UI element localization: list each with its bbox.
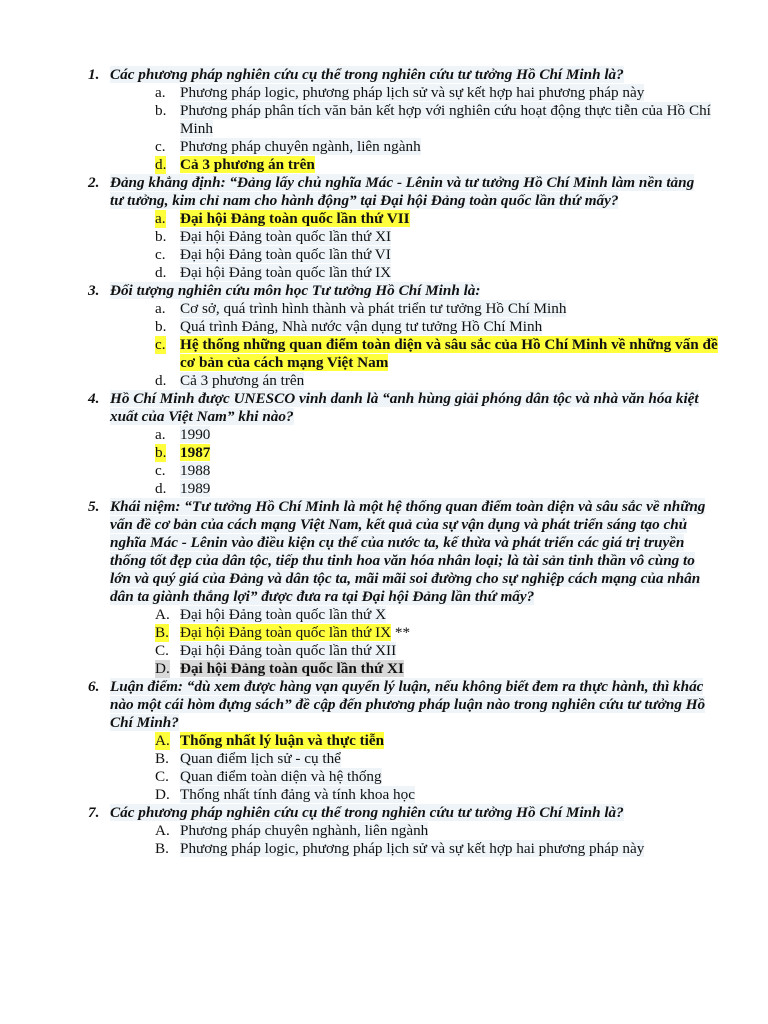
option — [155, 264, 720, 282]
option-text: Đại hội Đảng toàn quốc lần thứ IX — [180, 624, 392, 641]
question-5-options — [0, 606, 768, 678]
option-text: 1987 — [180, 444, 211, 461]
option-text: 1990 — [180, 426, 211, 443]
question-number: 3. — [88, 282, 100, 299]
option-text: Phương pháp phân tích văn bản kết hợp với nghiên cứu hoạt động thực tiễn của Hồ Chí Minh — [180, 102, 711, 137]
option-text: 1988 — [180, 462, 211, 479]
option-text: Cơ sở, quá trình hình thành và phát triển tư tưởng Hồ Chí Minh — [180, 300, 567, 317]
option — [155, 300, 720, 318]
option-text: Đại hội Đảng toàn quốc lần thứ X — [180, 606, 387, 623]
question-text: Đảng khẳng định: “Đảng lấy chủ nghĩa Mác - Lênin và tư tưởng Hồ Chí Minh làm nền tảng tư tưởng, kim chỉ nam cho hành động” tại Đại hội Đảng toàn quốc lần thứ mấy? — [110, 174, 695, 209]
option-letter: a. — [155, 426, 166, 443]
option — [155, 642, 720, 660]
option-letter: d. — [155, 372, 167, 389]
option-letter: B. — [155, 624, 169, 641]
option-text: Phương pháp logic, phương pháp lịch sử và sự kết hợp hai phương pháp này — [180, 84, 645, 101]
option — [155, 606, 720, 624]
option — [155, 372, 720, 390]
option-letter: D. — [155, 786, 170, 803]
option-answer-highlighted — [155, 732, 720, 750]
question-number: 6. — [88, 678, 100, 695]
option-letter: c. — [155, 336, 166, 353]
option-letter: b. — [155, 318, 167, 335]
option — [155, 138, 720, 156]
question-7-options — [0, 822, 768, 858]
option-letter: B. — [155, 750, 169, 767]
question-3-options — [0, 300, 768, 390]
option-text: Đại hội Đảng toàn quốc lần thứ IX — [180, 264, 392, 281]
option-gray-highlighted — [155, 660, 720, 678]
option-text: Đại hội Đảng toàn quốc lần thứ XI — [180, 660, 404, 677]
question-number: 1. — [88, 66, 100, 83]
option-letter: a. — [155, 300, 166, 317]
question-7 — [88, 804, 710, 822]
question-text: Hồ Chí Minh được UNESCO vinh danh là “anh hùng giải phóng dân tộc và nhà văn hóa kiệt xuất của Việt Nam” khi nào? — [110, 390, 699, 425]
option-letter: c. — [155, 246, 166, 263]
option — [155, 480, 720, 498]
option-letter: d. — [155, 264, 167, 281]
question-6 — [88, 678, 710, 732]
question-3 — [88, 282, 710, 300]
option-letter: a. — [155, 84, 166, 101]
option — [155, 822, 720, 840]
question-6-options — [0, 732, 768, 804]
option — [155, 462, 720, 480]
option-letter: B. — [155, 840, 169, 857]
option — [155, 228, 720, 246]
option-letter: b. — [155, 228, 167, 245]
option-letter: d. — [155, 156, 167, 173]
option-letter: C. — [155, 768, 169, 785]
option-letter: A. — [155, 732, 170, 749]
option-text: Đại hội Đảng toàn quốc lần thứ VI — [180, 246, 391, 263]
option-answer-highlighted — [155, 624, 720, 642]
option — [155, 750, 720, 768]
question-text: Luận điểm: “dù xem được hàng vạn quyển lý luận, nếu không biết đem ra thực hành, thì khác nào một cái hòm đựng sách” đề cập đến phương pháp luận nào trong nghiên cứu tư tưởng Hồ Chí Minh? — [110, 678, 706, 731]
option-text: Đại hội Đảng toàn quốc lần thứ XII — [180, 642, 397, 659]
option — [155, 318, 720, 336]
option-letter: a. — [155, 210, 166, 227]
answer-marker: ** — [391, 624, 411, 641]
option-letter: C. — [155, 642, 169, 659]
option-text: Quá trình Đảng, Nhà nước vận dụng tư tưởng Hồ Chí Minh — [180, 318, 543, 335]
option — [155, 840, 720, 858]
option — [155, 786, 720, 804]
option-letter: b. — [155, 102, 167, 119]
option-text: Đại hội Đảng toàn quốc lần thứ XI — [180, 228, 392, 245]
option-text: Thống nhất lý luận và thực tiễn — [180, 732, 385, 749]
option-text: 1989 — [180, 480, 211, 497]
question-5 — [88, 498, 710, 606]
option-answer-highlighted — [155, 444, 720, 462]
option-answer-highlighted — [155, 210, 720, 228]
option — [155, 426, 720, 444]
option-letter: b. — [155, 444, 167, 461]
option — [155, 84, 720, 102]
option-letter: c. — [155, 138, 166, 155]
option-letter: D. — [155, 660, 170, 677]
option-text: Phương pháp logic, phương pháp lịch sử và sự kết hợp hai phương pháp này — [180, 840, 645, 857]
option-text: Quan điểm lịch sử - cụ thể — [180, 750, 341, 767]
question-text: Đối tượng nghiên cứu môn học Tư tưởng Hồ Chí Minh là: — [110, 282, 481, 299]
question-number: 2. — [88, 174, 100, 191]
question-4-options — [0, 426, 768, 498]
option-text: Quan điểm toàn diện và hệ thống — [180, 768, 382, 785]
option-letter: A. — [155, 822, 170, 839]
option-text: Cả 3 phương án trên — [180, 156, 315, 173]
question-2 — [88, 174, 710, 210]
option-answer-highlighted — [155, 156, 720, 174]
option-letter: d. — [155, 480, 167, 497]
question-number: 7. — [88, 804, 100, 821]
option — [155, 102, 720, 138]
option — [155, 246, 720, 264]
option-answer-highlighted — [155, 336, 720, 372]
question-text: Các phương pháp nghiên cứu cụ thể trong nghiên cứu tư tưởng Hồ Chí Minh là? — [110, 66, 624, 83]
question-1-options — [0, 84, 768, 174]
question-text: Các phương pháp nghiên cứu cụ thể trong nghiên cứu tư tưởng Hồ Chí Minh là? — [110, 804, 624, 821]
option-text: Cả 3 phương án trên — [180, 372, 305, 389]
option-text: Hệ thống những quan điểm toàn diện và sâu sắc của Hồ Chí Minh về những vấn đề cơ bản của cách mạng Việt Nam — [180, 336, 718, 371]
option-text: Phương pháp chuyên nghành, liên ngành — [180, 822, 429, 839]
option-letter: A. — [155, 606, 170, 623]
question-text: Khái niệm: “Tư tưởng Hồ Chí Minh là một hệ thống quan điểm toàn diện và sâu sắc về những vấn đề cơ bản của cách mạng Việt Nam, kết quả của sự vận dụng và phát triển sáng tạo chủ nghĩa Mác - Lênin vào điều kiện cụ thể của nước ta, kế thừa và phát triển các giá trị truyền thống tốt đẹp của dân tộc, tiếp thu tinh hoa văn hóa nhân loại; là tài sản tinh thần vô cùng to lớn và quý giá của Đảng và dân tộc ta, mãi mãi soi đường cho sự nghiệp cách mạng của nhân dân ta giành thắng lợi” được đưa ra tại Đại hội Đảng lần thứ mấy? — [110, 498, 706, 605]
question-4 — [88, 390, 710, 426]
question-2-options — [0, 210, 768, 282]
option-letter: c. — [155, 462, 166, 479]
question-number: 5. — [88, 498, 100, 515]
option-text: Phương pháp chuyên ngành, liên ngành — [180, 138, 421, 155]
option — [155, 768, 720, 786]
option-text: Đại hội Đảng toàn quốc lần thứ VII — [180, 210, 410, 227]
question-1 — [88, 66, 710, 84]
option-text: Thống nhất tính đảng và tính khoa học — [180, 786, 415, 803]
question-number: 4. — [88, 390, 100, 407]
